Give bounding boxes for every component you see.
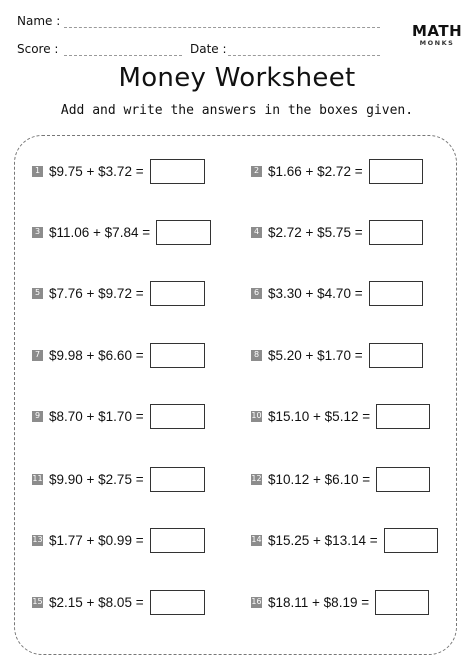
problem-14 <box>251 526 438 554</box>
answer-box[interactable] <box>150 159 205 184</box>
problem-number-badge: 9 <box>32 411 43 422</box>
answer-box[interactable] <box>369 220 423 245</box>
problem-expression: $10.12 + $6.10 = <box>268 471 371 487</box>
problem-number-badge: 15 <box>32 597 43 606</box>
answer-box[interactable] <box>375 590 429 615</box>
answer-box[interactable] <box>150 528 205 553</box>
problem-12 <box>251 465 430 493</box>
problem-number-badge: 4 <box>251 227 262 238</box>
problem-3 <box>32 218 211 246</box>
problem-6 <box>251 279 423 307</box>
logo-sub-text: MONKS <box>419 39 455 47</box>
problem-expression: $1.77 + $0.99 = <box>49 532 144 548</box>
name-line[interactable] <box>64 27 380 28</box>
problem-5 <box>32 279 205 307</box>
problem-4 <box>251 218 423 246</box>
problem-number-badge: 1 <box>32 166 43 177</box>
answer-box[interactable] <box>150 281 205 306</box>
problem-7 <box>32 341 205 369</box>
problem-number-badge: 13 <box>32 535 43 544</box>
problems-frame <box>14 135 457 655</box>
problem-expression: $5.20 + $1.70 = <box>268 347 363 363</box>
answer-box[interactable] <box>376 467 430 492</box>
problem-number-badge: 2 <box>251 166 262 177</box>
problem-number-badge: 12 <box>251 474 262 483</box>
answer-box[interactable] <box>150 590 205 615</box>
problem-number-badge: 14 <box>251 535 262 544</box>
answer-box[interactable] <box>150 467 205 492</box>
problem-13 <box>32 526 205 554</box>
problem-expression: $3.30 + $4.70 = <box>268 285 363 301</box>
math-monks-logo <box>412 22 462 47</box>
answer-box[interactable] <box>376 404 430 429</box>
date-line[interactable] <box>228 55 380 56</box>
problem-11 <box>32 465 205 493</box>
problem-expression: $15.10 + $5.12 = <box>268 408 371 424</box>
problem-1 <box>32 157 205 185</box>
score-line[interactable] <box>64 55 182 56</box>
answer-box[interactable] <box>150 404 205 429</box>
problem-number-badge: 7 <box>32 350 43 361</box>
answer-box[interactable] <box>384 528 438 553</box>
name-label: Name : <box>17 14 61 28</box>
problem-number-badge: 5 <box>32 288 43 299</box>
date-label: Date : <box>190 42 227 56</box>
problem-10 <box>251 402 430 430</box>
problem-15 <box>32 588 205 616</box>
problem-expression: $2.72 + $5.75 = <box>268 224 363 240</box>
problem-expression: $8.70 + $1.70 = <box>49 408 144 424</box>
answer-box[interactable] <box>156 220 211 245</box>
problem-expression: $15.25 + $13.14 = <box>268 532 378 548</box>
problem-expression: $9.75 + $3.72 = <box>49 163 144 179</box>
problem-16 <box>251 588 429 616</box>
problem-expression: $9.90 + $2.75 = <box>49 471 144 487</box>
problem-8 <box>251 341 423 369</box>
problem-number-badge: 11 <box>32 474 43 483</box>
answer-box[interactable] <box>150 343 205 368</box>
logo-main-text: MATH <box>412 22 463 40</box>
problem-expression: $11.06 + $7.84 = <box>49 224 151 240</box>
problem-2 <box>251 157 423 185</box>
instruction-text: Add and write the answers in the boxes given. <box>60 103 414 118</box>
problem-number-badge: 16 <box>251 597 262 606</box>
problem-number-badge: 10 <box>251 411 262 420</box>
answer-box[interactable] <box>369 281 423 306</box>
problem-expression: $7.76 + $9.72 = <box>49 285 144 301</box>
answer-box[interactable] <box>369 343 423 368</box>
problem-9 <box>32 402 205 430</box>
score-label: Score : <box>17 42 59 56</box>
problem-expression: $9.98 + $6.60 = <box>49 347 144 363</box>
problem-number-badge: 8 <box>251 350 262 361</box>
page-title: Money Worksheet <box>118 63 356 93</box>
problem-number-badge: 3 <box>32 227 43 238</box>
answer-box[interactable] <box>369 159 423 184</box>
problem-expression: $1.66 + $2.72 = <box>268 163 363 179</box>
problem-expression: $2.15 + $8.05 = <box>49 594 144 610</box>
problem-expression: $18.11 + $8.19 = <box>268 594 370 610</box>
problem-number-badge: 6 <box>251 288 262 299</box>
